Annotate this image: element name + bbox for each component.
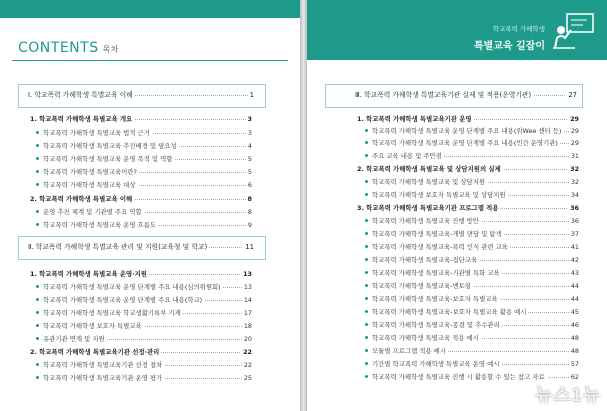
toc-label-text: 학교폭력 가해학생 특별교육 대상 (43, 181, 136, 189)
bullet-icon (365, 310, 368, 313)
toc-label (365, 178, 487, 186)
toc-item[interactable] (365, 178, 579, 186)
toc-label (36, 129, 152, 137)
right-header-band (307, 0, 607, 60)
toc-label-text: 운영 추진 체계 및 기관별 주요 역할 (43, 208, 142, 216)
toc-label-text: 학교폭력 가해학생 특별교육-폭력 인식 관련 교육 (372, 243, 508, 251)
toc-item[interactable] (36, 335, 252, 343)
toc-page-number: 13 (243, 283, 252, 291)
toc-label (365, 269, 502, 277)
toc-label (365, 373, 547, 381)
toc-label (365, 308, 528, 316)
toc-label (365, 360, 501, 368)
bullet-icon (36, 363, 39, 366)
bullet-icon (365, 258, 368, 261)
toc-page-number: 27 (568, 91, 577, 99)
bullet-icon (36, 170, 39, 173)
bullet-icon (365, 129, 368, 132)
bullet-icon (36, 324, 39, 327)
toc-page-number: 22 (243, 361, 252, 369)
toc-item[interactable] (365, 308, 579, 316)
toc-label-text: 학교폭력 가해학생 특별교육-집단교육 (372, 256, 478, 264)
toc-chapter[interactable] (357, 115, 579, 123)
contents-title: CONTENTS (18, 40, 99, 56)
bullet-icon (365, 323, 368, 326)
toc-label-text: 학교폭력 가해학생 보호자 특별교육 및 상담지원 (372, 191, 506, 199)
toc-page-number: 32 (570, 165, 579, 173)
heading-rule (12, 60, 288, 61)
contents-subtitle: 목차 (102, 45, 120, 54)
toc-item[interactable] (365, 243, 579, 251)
toc-label-text: 주요 교육 내용 및 주안점 (372, 152, 442, 160)
toc-page-number: 4 (247, 142, 252, 150)
right-page (307, 0, 607, 411)
toc-page-number: 48 (570, 347, 579, 355)
toc-label (30, 195, 134, 203)
toc-chapter[interactable] (357, 204, 579, 212)
toc-page-number: 5 (247, 168, 252, 176)
toc-label-text: 학교폭력 가해학생 특별교육-기관별 특화 교육 (372, 269, 500, 277)
toc-label (365, 347, 448, 355)
toc-item[interactable] (365, 269, 579, 277)
toc-label-text: Ⅲ. 학교폭력 가해학생 특별교육기관 실제 및 적용(운영기관) (355, 91, 532, 99)
toc-part[interactable] (355, 91, 577, 99)
toc-label (36, 221, 158, 229)
toc-label-text: 1. 학교폭력 가해학생 특별교육 운영·지원 (30, 270, 147, 278)
toc-item[interactable] (365, 230, 579, 238)
bullet-icon (36, 144, 39, 147)
toc-label-text: 학교폭력 가해학생 특별교육기관 선정 절차 (43, 361, 163, 369)
bullet-icon (365, 193, 368, 196)
toc-page-number: 31 (570, 152, 579, 160)
toc-label (355, 91, 533, 99)
toc-label (28, 243, 209, 251)
toc-label-text: 학교폭력 가해학생 특별교육-종결 및 추수관리 (372, 321, 500, 329)
toc-item[interactable] (36, 129, 252, 137)
bullet-icon (365, 245, 368, 248)
toc-label-text: 학교폭력 가해학생 보호자 특별교육 (43, 322, 142, 330)
toc-page-number: 45 (570, 308, 579, 316)
toc-label-text: 2. 학교폭력 가해학생 특별교육기관 선정·관리 (30, 348, 160, 356)
toc-item[interactable] (365, 152, 579, 160)
toc-label (365, 217, 481, 225)
toc-label-text: 유관기관 연계 및 지원 (43, 335, 105, 343)
toc-page-number: 57 (570, 360, 579, 368)
bullet-icon (365, 336, 368, 339)
toc-page-number: 32 (570, 178, 579, 186)
toc-label (36, 181, 138, 189)
toc-page-number: 14 (243, 296, 252, 304)
toc-chapter[interactable] (357, 165, 579, 173)
toc-label-text: 학교폭력 가해학생 특별교육이란? (43, 168, 137, 176)
bullet-icon (365, 362, 368, 365)
toc-chapter[interactable] (30, 115, 252, 123)
toc-label (365, 256, 479, 264)
left-page (0, 0, 300, 411)
left-header-bar (0, 0, 300, 18)
toc-page-number: 5 (247, 155, 252, 163)
toc-item[interactable] (36, 309, 252, 317)
toc-item[interactable] (36, 208, 252, 216)
toc-label (365, 243, 510, 251)
toc-item[interactable] (36, 181, 252, 189)
book-gutter (300, 0, 307, 411)
toc-label-text: 학교폭력 가해학생 특별교육 운영 단계별 주요 내용(민간 운영기관) (372, 139, 558, 147)
toc-label (30, 115, 134, 123)
toc-page-number: 1 (249, 91, 254, 99)
toc-item[interactable] (365, 334, 579, 342)
toc-page-number: 8 (247, 195, 252, 203)
toc-label (365, 127, 563, 135)
bullet-icon (36, 183, 39, 186)
toc-item[interactable] (365, 373, 579, 381)
toc-item[interactable] (36, 283, 252, 291)
toc-item[interactable] (36, 374, 252, 382)
toc-page-number: 62 (570, 373, 579, 381)
toc-item[interactable] (365, 191, 579, 199)
toc-item[interactable] (36, 361, 252, 369)
toc-label (365, 282, 473, 290)
bullet-icon (365, 297, 368, 300)
teacher-board-icon (551, 8, 597, 54)
toc-label (36, 168, 139, 176)
toc-label-text: 학교폭력 가해학생 특별교육-개별 면담 및 탐색 (372, 230, 502, 238)
bullet-icon (365, 219, 368, 222)
toc-label (36, 283, 223, 291)
toc-label (36, 322, 144, 330)
toc-label (357, 204, 500, 212)
toc-label-text: 학교폭력 가해학생 특별교육 진행 방안 (372, 217, 479, 225)
toc-label-text: 2. 학교폭력 가해학생 특별교육 및 상담지원의 실제 (357, 165, 501, 173)
bullet-icon (36, 223, 39, 226)
toc-label-text: 학교폭력 가해학생 특별교육-멘토링 (372, 282, 471, 290)
toc-item[interactable] (365, 360, 579, 368)
toc-label (357, 115, 474, 123)
toc-label-text: 2. 학교폭력 가해학생 특별교육 이해 (30, 195, 133, 203)
toc-page-number: 34 (570, 191, 579, 199)
toc-label-text: 학교폭력 가해학생 특별교육 법적 근거 (43, 129, 150, 137)
toc-item[interactable] (365, 217, 579, 225)
toc-page-number: 41 (570, 243, 579, 251)
toc-page-number: 29 (570, 115, 579, 123)
toc-page-number: 20 (243, 335, 252, 343)
bullet-icon (36, 285, 39, 288)
toc-item[interactable] (365, 295, 579, 303)
toc-label (36, 335, 107, 343)
guide-series: 학교폭력 가해학생 (492, 25, 545, 33)
toc-page-number: 29 (570, 139, 579, 147)
toc-part[interactable] (28, 91, 254, 99)
toc-item[interactable] (365, 321, 579, 329)
toc-label-text: Ⅰ. 학교폭력 가해학생 특별교육 이해 (28, 91, 133, 99)
toc-page-number: 9 (247, 221, 252, 229)
toc-label-text: 학교폭력 가해학생 특별교육기관 운영 평가 (43, 374, 163, 382)
toc-label-text: 학교폭력 가해학생 특별교육 운영 단계별 주요 내용(심의위원회) (43, 283, 221, 291)
toc-label (36, 309, 183, 317)
toc-item[interactable] (365, 139, 579, 147)
toc-page-number: 42 (570, 256, 579, 264)
bullet-icon (365, 154, 368, 157)
toc-page-number: 11 (245, 243, 254, 251)
toc-label (36, 208, 144, 216)
toc-item[interactable] (365, 256, 579, 264)
toc-label (36, 142, 179, 150)
toc-page-number: 36 (570, 217, 579, 225)
toc-page-number: 18 (243, 322, 252, 330)
toc-label-text: 학교폭력 가해학생 특별교육 학교생활기록부 기재 (43, 309, 181, 317)
toc-label-text: 모듈별 프로그램 적용 예시 (372, 347, 447, 355)
toc-part[interactable] (28, 243, 254, 251)
toc-page-number: 8 (247, 208, 252, 216)
toc-page-number: 44 (570, 282, 579, 290)
toc-label (36, 296, 204, 304)
toc-label (365, 334, 481, 342)
bullet-icon (36, 210, 39, 213)
toc-label-text: 학교폭력 가해학생 특별교육-보호자 특별교육 (372, 295, 498, 303)
toc-item[interactable] (36, 296, 252, 304)
toc-page-number: 36 (570, 204, 579, 212)
toc-item[interactable] (36, 168, 252, 176)
toc-label-text: 학교폭력 가해학생 특별교육 운영 목적 및 역할 (43, 155, 173, 163)
toc-label (365, 295, 500, 303)
toc-label (365, 152, 444, 160)
toc-label-text: 3. 학교폭력 가해학생 특별교육기관 프로그램 적용 (357, 204, 499, 212)
bullet-icon (36, 337, 39, 340)
toc-page-number: 3 (247, 129, 252, 137)
bullet-icon (365, 375, 368, 378)
toc-label-text: 학교폭력 가해학생 특별교육 운영 흐름도 (43, 221, 157, 229)
bullet-icon (36, 157, 39, 160)
toc-page-number: 25 (243, 374, 252, 382)
toc-label-text: 학교폭력 가해학생 특별교육 운영 단계별 주요 내용(학교) (43, 296, 203, 304)
guide-title: 특별교육 길잡이 (473, 41, 545, 52)
toc-item[interactable] (36, 155, 252, 163)
toc-page-number: 46 (570, 321, 579, 329)
toc-label (365, 321, 502, 329)
toc-label (30, 348, 161, 356)
toc-item[interactable] (365, 127, 579, 135)
toc-label-text: 학교폭력 가해학생 특별교육 운영 단계별 주요 내용(위Wee 센터 등) (372, 127, 562, 135)
toc-page-number: 29 (570, 127, 579, 135)
toc-chapter[interactable] (30, 195, 252, 203)
toc-page-number: 48 (570, 334, 579, 342)
toc-label-text: 학교폭력 가해학생 특별교육 및 상담지원 (372, 178, 486, 186)
contents-heading (18, 40, 119, 56)
toc-item[interactable] (365, 347, 579, 355)
toc-label (357, 165, 503, 173)
watermark: 뉴스1뉴 (534, 385, 601, 405)
toc-label-text: 학교폭력 가해학생 특별교육 진행 시 활용할 수 있는 참고 자료 (372, 373, 545, 381)
toc-label-text: 학교폭력 가해학생 특별교육 추진배경 및 필요성 (43, 142, 177, 150)
toc-page-number: 17 (243, 309, 252, 317)
toc-item[interactable] (36, 221, 252, 229)
toc-label-text: 기간별 학교폭력 가해학생 특별교육 운영 예시 (372, 360, 500, 368)
toc-label (36, 361, 164, 369)
toc-page-number: 37 (570, 230, 579, 238)
toc-label-text: 1. 학교폭력 가해학생 특별교육 개요 (30, 115, 133, 123)
bullet-icon (365, 284, 368, 287)
bullet-icon (36, 131, 39, 134)
toc-label (365, 230, 504, 238)
toc-label (36, 155, 174, 163)
bullet-icon (365, 141, 368, 144)
toc-page-number: 43 (570, 269, 579, 277)
toc-label-text: Ⅱ. 학교폭력 가해학생 특별교육 관리 및 지원(교육청 및 학교) (28, 243, 208, 251)
toc-label-text: 학교폭력 가해학생 특별교육-보호자 특별교육 활용 예시 (372, 308, 527, 316)
toc-chapter[interactable] (30, 348, 252, 356)
toc-page-number: 13 (243, 270, 252, 278)
bullet-icon (36, 376, 39, 379)
toc-label-text: 1. 학교폭력 가해학생 특별교육기관 운영 (357, 115, 472, 123)
bullet-icon (36, 298, 39, 301)
bullet-icon (365, 180, 368, 183)
toc-label (30, 270, 149, 278)
toc-page-number: 6 (247, 181, 252, 189)
toc-chapter[interactable] (30, 270, 252, 278)
bullet-icon (365, 349, 368, 352)
toc-item[interactable] (36, 322, 252, 330)
toc-item[interactable] (365, 282, 579, 290)
toc-label-text: 학교폭력 가해학생 특별교육 적용 예시 (372, 334, 479, 342)
toc-label (365, 139, 560, 147)
toc-label (28, 91, 135, 99)
bullet-icon (36, 311, 39, 314)
toc-label (365, 191, 508, 199)
toc-label (36, 374, 164, 382)
toc-page-number: 44 (570, 295, 579, 303)
bullet-icon (365, 271, 368, 274)
toc-item[interactable] (36, 142, 252, 150)
toc-page-number: 22 (243, 348, 252, 356)
bullet-icon (365, 232, 368, 235)
toc-page-number: 3 (247, 115, 252, 123)
